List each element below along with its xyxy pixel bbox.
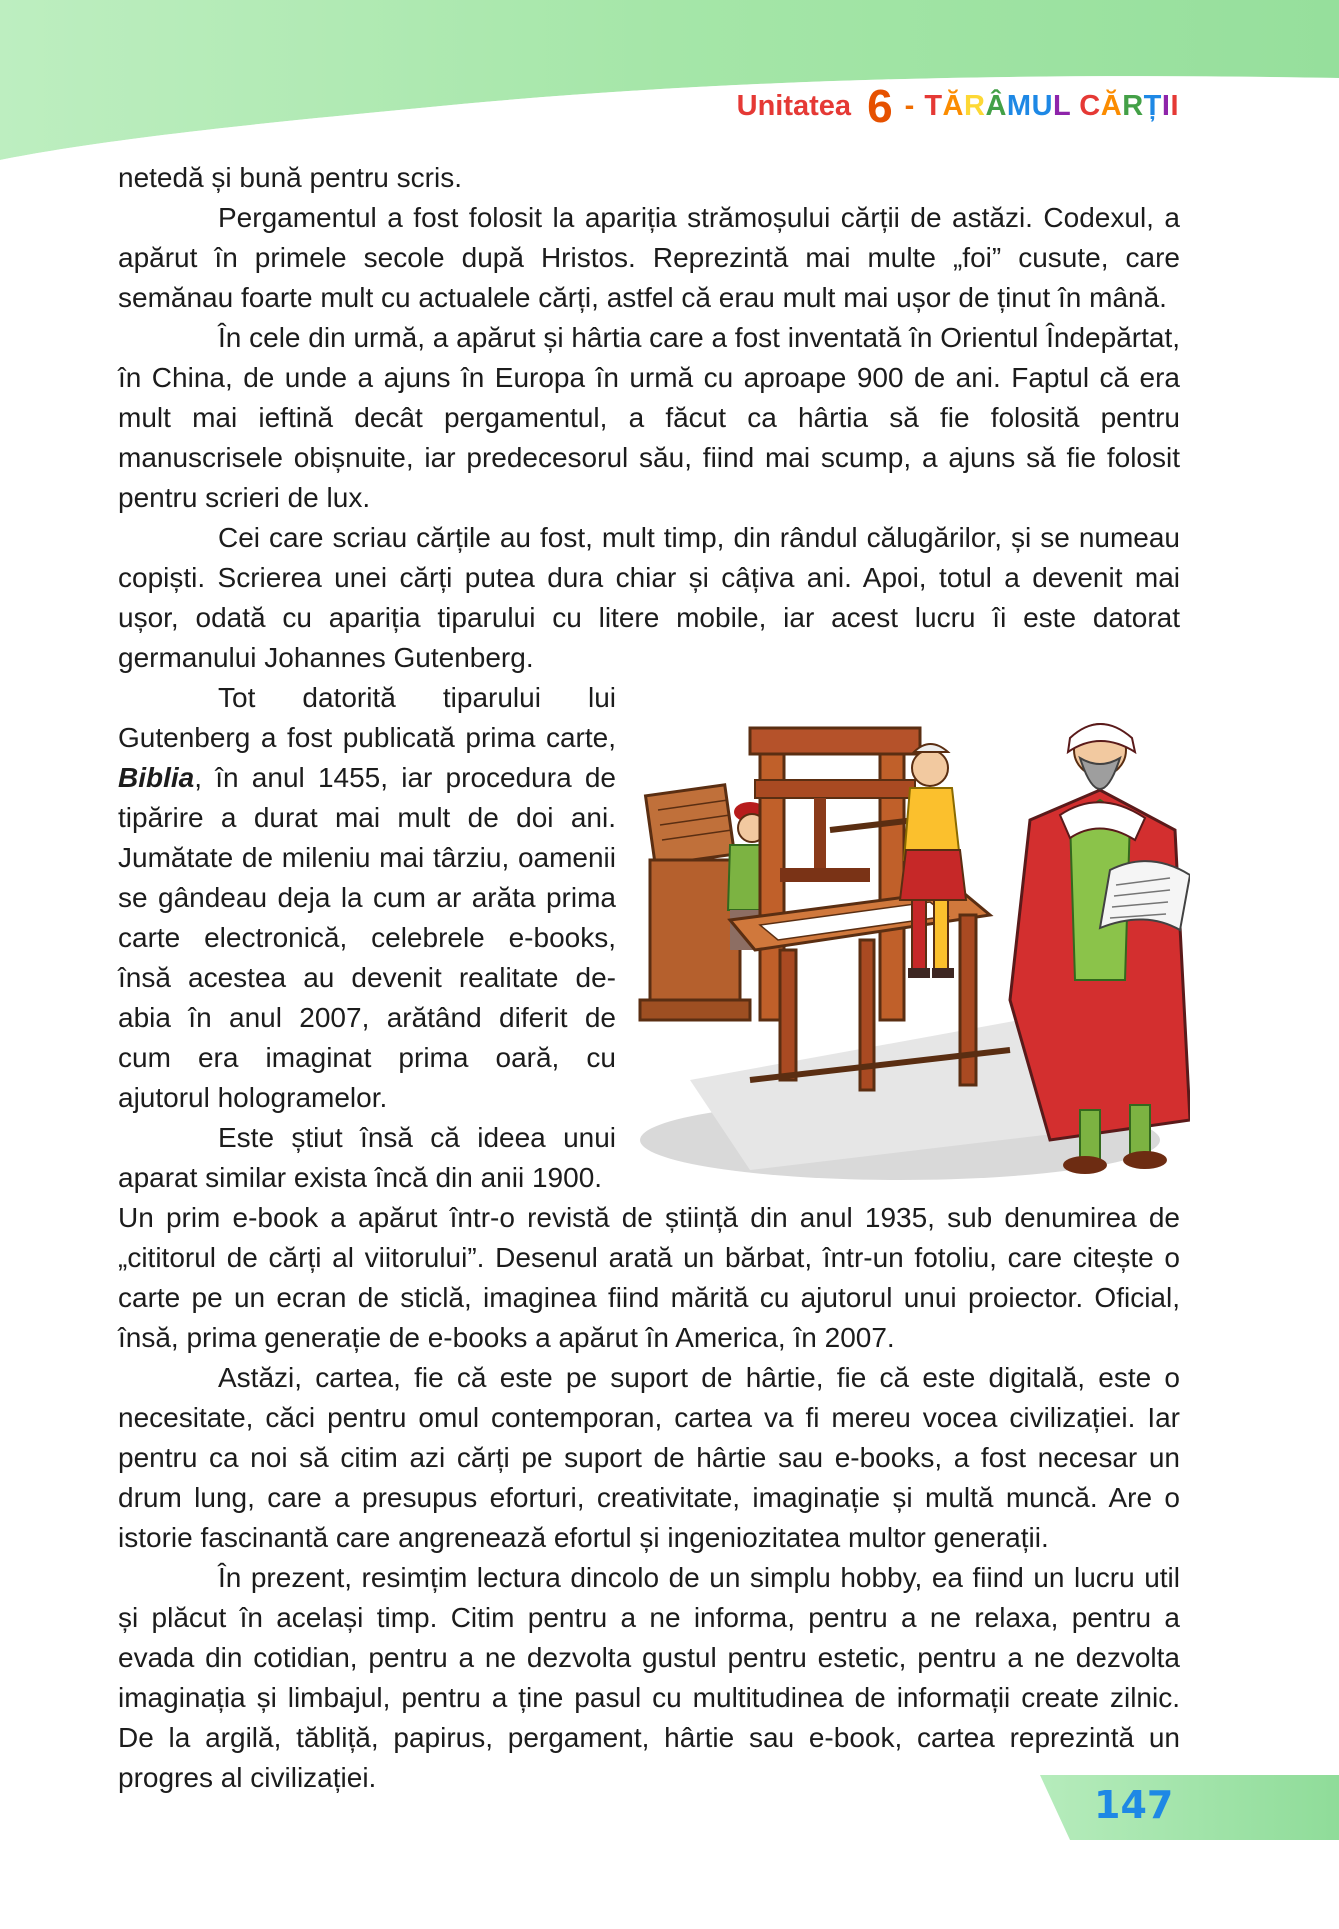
book-title-biblia: Biblia (118, 762, 195, 793)
paragraph-4-text-end: , în anul 1455, iar procedura de tipărire a durat mai mult de doi ani. Jumătate de mileniu mai târziu, oamenii se gândeau deja la cum ar arăta prima carte electronică, celebrele e-books, însă acestea au devenit realitate de-abia în anul 2007, arătând diferit de cum era imaginat prima oară, cu ajutorul hologramelor. (118, 762, 616, 1113)
paragraph-6: Un prim e-book a apărut într-o revistă de știință din anul 1935, sub denumirea de „cititorul de cărți al viitorului”. Desenul arată un bărbat, într-un fotoliu, care citește o carte pe un ecran de sticlă, imaginea fiind mărită cu ajutorul unui proiector. Oficial, însă, prima generație de e-books a apărut în America, în 2007. (118, 1202, 1180, 1353)
unit-title-letter: Ă (942, 89, 964, 122)
unit-title-letter: I (1161, 89, 1171, 122)
unit-label: Unitatea (736, 89, 852, 122)
unit-title-letter: I (1170, 89, 1179, 122)
paragraph-0: netedă și bună pentru scris. (118, 162, 462, 193)
unit-title-letter: C (1079, 89, 1101, 122)
paragraph-2: În cele din urmă, a apărut și hârtia care a fost inventată în Orientul Îndepărtat, în China, de unde a ajuns în Europa în urmă cu aproape 900 de ani. Faptul că era mult mai ieftină decât pergamentul, a făcut ca hârtia să fie folosită pentru manuscrisele obișnuite, iar predecesorul său, fiind mai scump, a ajuns să fie folosit pentru scrieri de lux. (118, 322, 1180, 513)
unit-title-letter: Â (985, 89, 1007, 122)
unit-title-letter: T (924, 89, 943, 122)
unit-title-letter: Ă (1100, 89, 1123, 122)
header-separator: - (904, 89, 915, 122)
paragraph-8: În prezent, resimțim lectura dincolo de un simplu hobby, ea fiind un lucru util și plăcut în același timp. Citim pentru a ne informa, pentru a ne relaxa, pentru a evada din cotidian, pentru a ne dezvolta gustul pentru estetic, pentru a ne dezvolta imaginația și limbajul, pentru a ține pasul cu multitudinea de informații create zilnic. De la argilă, tăbliță, papirus, pergament, hârtie sau e-book, cartea reprezintă un progres al civilizației. (118, 1562, 1180, 1793)
unit-number: 6 (867, 80, 893, 132)
unit-title (924, 90, 1179, 123)
unit-title-letter: R (964, 89, 986, 122)
paragraph-1: Pergamentul a fost folosit la apariția strămoșului cărții de astăzi. Codexul, a apărut în primele secole după Hristos. Reprezintă mai multe „foi” cusute, care semănau foarte mult cu actualele cărți, astfel că erau mult mai ușor de ținut în mână. (118, 202, 1180, 313)
unit-title-letter: L (1053, 89, 1071, 122)
paragraph-3: Cei care scriau cărțile au fost, mult timp, din rândul călugărilor, și se numeau copiști. Scrierea unei cărți putea dura chiar și câțiva ani. Apoi, totul a devenit mai ușor, odată cu apariția tiparului cu litere mobile, iar acest lucru îi este datorat germanului Johannes Gutenberg. (118, 522, 1180, 673)
unit-title-letter: M (1006, 89, 1032, 122)
paragraph-5: Este știut însă că ideea unui aparat similar exista încă din anii 1900. (118, 1122, 616, 1193)
gutenberg-press-illustration (630, 700, 1190, 1180)
unit-title-letter: R (1122, 89, 1144, 122)
paragraph-7: Astăzi, cartea, fie că este pe suport de hârtie, fie că este digitală, este o necesitate, căci pentru omul contemporan, cartea va fi mereu vocea civilizației. Iar pentru ca noi să citim azi cărți pe suport de hârtie sau e-books, a fost necesar un drum lung, care a presupus eforturi, creativitate, imaginație și multă muncă. Are o istorie fascinantă care angrenează efortul și ingeniozitatea multor generații. (118, 1362, 1180, 1553)
page-content (118, 158, 1180, 1798)
unit-title-letter: U (1031, 89, 1054, 122)
paragraph-4-text-start: Tot datorită tiparului lui Gutenberg a fost publicată prima carte, (118, 682, 616, 753)
unit-title-letter (1071, 90, 1080, 122)
paragraph-4 (118, 678, 1180, 1118)
unit-title-letter: Ț (1143, 89, 1162, 122)
unit-header (736, 80, 1179, 132)
page-number: 147 (1094, 1783, 1174, 1827)
